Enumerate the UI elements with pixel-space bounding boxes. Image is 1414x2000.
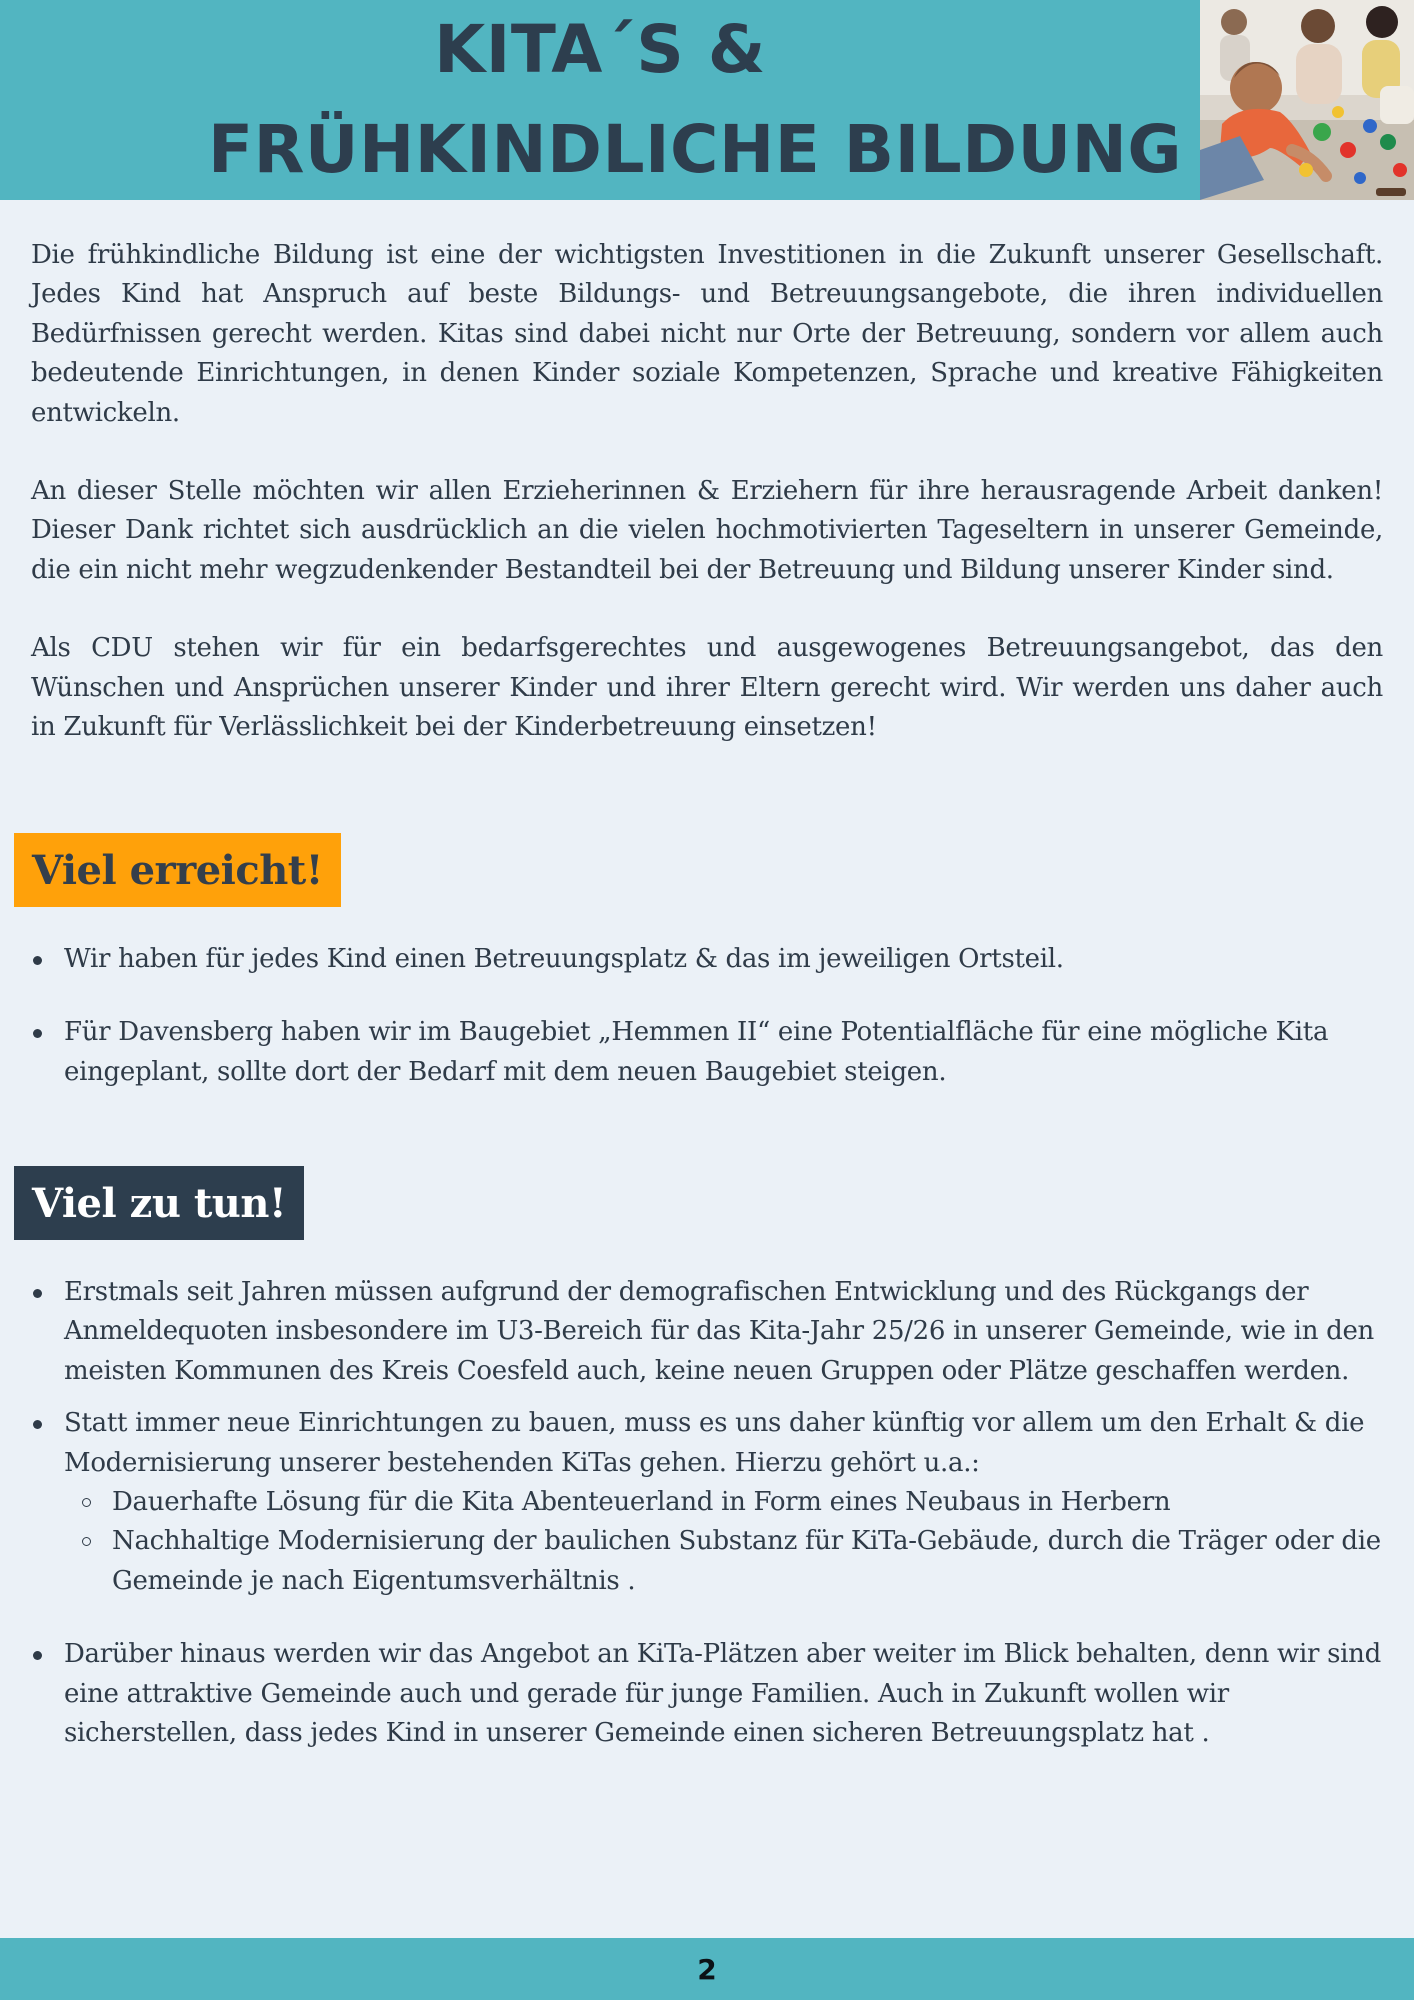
todo-sublist bbox=[80, 1483, 1383, 1601]
page-title bbox=[0, 0, 1200, 200]
list-item: Wir haben für jedes Kind einen Betreuungsplatz & das im jeweiligen Ortsteil. bbox=[31, 940, 1383, 979]
intro-paragraph: Als CDU stehen wir für ein bedarfsgerechtes und ausgewogenes Betreuungsangebot, das den Wünschen und Ansprüchen unserer Kinder und ihrer Eltern gerecht wird. Wir werden uns daher auch in Zukunft für Verlässlichkeit bei der Kinderbetreuung einsetzen! bbox=[31, 633, 1383, 743]
photo-illustration bbox=[1200, 0, 1414, 200]
page-footer bbox=[0, 1938, 1414, 2000]
section-heading-todo: Viel zu tun! bbox=[14, 1166, 304, 1240]
children-playing-photo bbox=[1200, 0, 1414, 200]
page-header bbox=[0, 0, 1414, 200]
list-item: Erstmals seit Jahren müssen aufgrund der demografischen Entwicklung und des Rückgangs der Anmeldequoten insbesondere im U3-Bereich für das Kita-Jahr 25/26 in unserer Gemeinde, wie in den meisten Kommunen des Kreis Coesfeld auch, keine neuen Gruppen oder Plätze geschaffen werden. bbox=[31, 1273, 1383, 1391]
sub-list-item: Dauerhafte Lösung für die Kita Abenteuerland in Form eines Neubaus in Herbern bbox=[80, 1483, 1383, 1522]
page-title-line1: KITA´S & bbox=[434, 11, 766, 88]
list-item: Darüber hinaus werden wir das Angebot an KiTa-Plätzen aber weiter im Blick behalten, denn wir sind eine attraktive Gemeinde auch und gerade für junge Familien. Auch in Zukunft wollen wir sicherstellen, dass jedes Kind in unserer Gemeinde einen sicheren Betreuungsplatz hat . bbox=[31, 1635, 1383, 1753]
list-item-text: Statt immer neue Einrichtungen zu bauen, muss es uns daher künftig vor allem um den Erhalt & die Modernisierung unserer bestehenden KiTas gehen. Hierzu gehört u.a.: bbox=[64, 1408, 1365, 1478]
sub-list-item: Nachhaltige Modernisierung der baulichen Substanz für KiTa-Gebäude, durch die Träger oder die Gemeinde je nach Eigentumsverhältnis . bbox=[80, 1522, 1383, 1601]
page-title-line2: FRÜHKINDLICHE BILDUNG bbox=[207, 111, 1182, 188]
todo-list bbox=[31, 1273, 1383, 1753]
list-item: Für Davensberg haben wir im Baugebiet „Hemmen II“ eine Potentialfläche für eine mögliche Kita eingeplant, sollte dort der Bedarf mit dem neuen Baugebiet steigen. bbox=[31, 1013, 1383, 1092]
intro-paragraph: An dieser Stelle möchten wir allen Erzieherinnen & Erziehern für ihre herausragende Arbeit danken! Dieser Dank richtet sich ausdrücklich an die vielen hochmotivierten Tageseltern in unserer Gemeinde, die ein nicht mehr wegzudenkender Bestandteil bei der Betreuung und Bildung unserer Kinder sind. bbox=[31, 476, 1383, 585]
intro-text bbox=[31, 236, 1383, 747]
achieved-list bbox=[31, 940, 1383, 1092]
list-item bbox=[31, 1404, 1383, 1601]
intro-paragraph: Die frühkindliche Bildung ist eine der wichtigsten Investitionen in die Zukunft unserer Gesellschaft. Jedes Kind hat Anspruch auf beste Bildungs- und Betreuungsangebote, die ihren individuellen Bedürfnissen gerecht werden. Kitas sind dabei nicht nur Orte der Betreuung, sondern vor allem auch bedeutende Einrichtungen, in denen Kinder soziale Kompetenzen, Sprache und kreative Fähigkeiten entwickeln. bbox=[31, 240, 1383, 428]
section-heading-achieved: Viel erreicht! bbox=[14, 833, 341, 907]
page-number: 2 bbox=[697, 1952, 717, 1986]
